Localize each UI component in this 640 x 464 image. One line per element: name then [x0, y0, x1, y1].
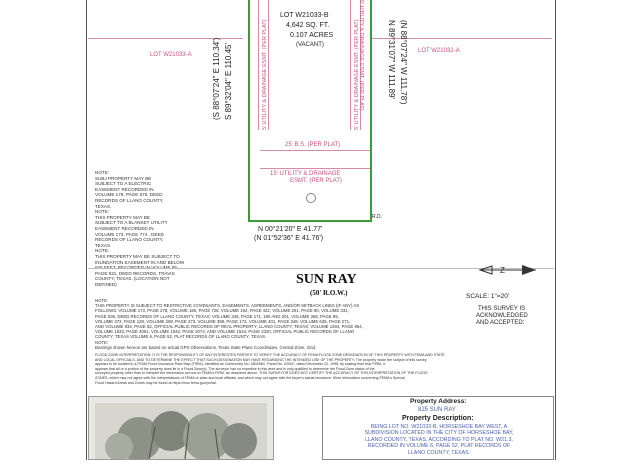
address-label: Property Address: [410, 398, 467, 405]
svg-text:Z: Z [500, 266, 505, 275]
note-line: NOTE: [95, 209, 110, 215]
street-row: (50' R.O.W.) [310, 289, 348, 297]
note-line: DEFINED) [95, 281, 117, 287]
easement-label-3: 5' UTILITY & DRAINAGE ESMT. (PER PLAT) [358, 0, 364, 111]
note-line: TEXAS. [95, 203, 112, 209]
rod-label: R.D. [372, 214, 382, 220]
neighbor-lot-right: LOT W21032-A [418, 48, 460, 54]
easement-label-2: 5' UTILITY & DRAINAGE ESMT. (PER PLAT) [354, 19, 360, 130]
lot-boundary-west [248, 0, 250, 222]
note-line: RECORDS OF LLANO COUNTY, [95, 237, 164, 243]
accept-line-1: THIS SURVEY IS [478, 306, 526, 312]
property-description [326, 424, 552, 456]
site-photo [89, 397, 273, 459]
note-line: SUBJECT TO A BLANKET UTILITY [95, 220, 168, 226]
lot-sqft: 4,642 SQ. FT. [286, 22, 330, 29]
bearing-right-1: N 89°31'07" W 111.89' [387, 20, 396, 100]
accept-line-2: ACKNOWLEDGED [476, 313, 528, 319]
note-line: EASEMENT RECORDED IN [95, 225, 154, 231]
note-line: PAGE 631, DEED RECORDS, TRAVIS [95, 270, 175, 276]
note-line: NOTE: [95, 339, 109, 345]
description-line: RECORDED IN VOLUME 6, PAGE 52, PLAT RECORDS OF [367, 443, 511, 450]
scale-label: SCALE: 1"=20' [466, 293, 510, 300]
bs-line [260, 150, 370, 151]
note-line: COUNTY, TEXAS VOLUME 6, PAGE 52, PLAT RECORDS OF LLANO COUNTY, TEXAS. [95, 334, 267, 340]
accept-line-3: AND ACCEPTED: [476, 320, 525, 326]
easement-label-1: 5' UTILITY & DRAINAGE ESMT. (PER PLAT) [262, 19, 268, 130]
utility-drainage-label: 15' UTILITY & DRAINAGE [270, 171, 341, 177]
lot-boundary-east [370, 0, 372, 222]
note-line: AND VOLUME 834, PAGE 82, OFFICIAL PUBLIC RECORDS OF REAL PROPERTY, LLANO COUNTY, TEXAS; VOLUME 1284, PAGE 864, [95, 324, 363, 330]
description-label: Property Description: [402, 415, 474, 422]
note-line: FOLLOWS: VOLUME 173, PAGE 278, VOLUME 180, PAGE 728, VOLUME 194, PAGE 422, VOLUME 201, PAGE 90, VOLUME 331, [95, 308, 349, 314]
note-line: THIS PROPERTY MAY BE [95, 214, 151, 220]
flood-line: appears that all or a portion of the property does lie in a Flood Zone(s). The surveyor has no expertise in this area and is only qualified to determine the Flood Zone status of the [95, 366, 375, 371]
utility-line [260, 168, 370, 169]
property-address: 825 SUN RAY [418, 407, 456, 413]
lot-status: (VACANT) [296, 42, 324, 48]
flood-zone-text [95, 353, 550, 385]
flood-line: ZONES, which may not agree with the interpretations of FEMA or state and local officials, and which may not agree with the buyer's actual insurance. More information concerning FEMA's Special [95, 375, 405, 380]
note-line: SUBJ PROPERTY MAY BE [95, 175, 152, 181]
monument-marker [306, 193, 316, 203]
note-line: NOTE: [95, 298, 109, 303]
note-line: RECORDS OF LLANO COUNTY, [95, 197, 164, 203]
note-line: THIS PROPERTY MAY BE SUBJECT TO [95, 253, 180, 259]
site-photo-frame [88, 396, 274, 460]
note-line: VOLUME 372, PAGE 128, VOLUME 208, PAGE 273, VOLUME 398, PAGE 173, VOLUME 401, PAGE 348, VOLUME 635, PAGE 271, [95, 318, 351, 324]
description-line: BEING LOT NO. W21033-B, HORSESHOE BAY WEST, A [370, 424, 508, 430]
note-line: COUNTY, TEXAS. (LOCATION NOT [95, 276, 170, 282]
note-line: THIS PROPERTY IS SUBJECT TO RESTRICTIVE COVENANTS, EASEMENTS, AGREEMENTS, AND/OR SETBACK LINES (IF ANY) AS [95, 303, 360, 309]
easement-line-2 [268, 0, 269, 130]
note-line: TEXAS. [95, 242, 112, 248]
description-line: LLANO COUNTY, TEXAS, ACCORDING TO PLAT NO. W21.3, [365, 436, 513, 443]
easement-line-1 [258, 0, 259, 130]
lot-name: LOT W21033-B [280, 12, 329, 19]
note-line: Bearings shown hereon are based on actual GPS Observations, Texas State Plane Coordinates, Central Zone, Grid. [95, 344, 317, 350]
flood-line: surveyed property other than to interpret the information set out on FEMA's FIRM, as described above. THIS SURVEYOR DOES NOT CERTIFY THE ACCURACY OF THIS INTERPRETATION OF THE FLOOD [95, 371, 428, 376]
bearing-bottom-1: N 00°21'20" E 41.77' [258, 226, 323, 233]
flood-line: Flood Hazard Areas and Zones may be found at https://msc.fema.gov/portal. [95, 380, 217, 385]
bearing-right-2: (N 88°07'24" W 111.78') [399, 20, 408, 105]
description-line: LLANO COUNTY, TEXAS. [407, 449, 471, 456]
building-setback-label: 25' B.S. (PER PLAT) [285, 142, 341, 148]
utility-drainage-label-2: ESMT. (PER PLAT) [290, 178, 342, 184]
flood-line: AND LOCAL OFFICIALS, AND TO DETERMINE THE EFFECT THAT SUCH DESIGNATION MAY HAVE REGARDING THE INTENDED USE OF THE PROPERTY. The property made the subject of this survey [95, 357, 427, 362]
note-line: NOTE: [95, 248, 110, 254]
note-line: VOLUME 173, PAGE 774 , DEED [95, 231, 164, 237]
neighbor-lot-left: LOT W21033-A [150, 52, 192, 58]
flood-line: FLOOD ZONE INTERPRETATION: IT IS THE RESPONSIBILITY OF ANY INTERESTED PARTIES TO VERIFY THE ACCURACY OF FEMA FLOOD ZONE DESIGNATION OF THIS PROPERTY WITH FEMA AND STATE [95, 353, 445, 357]
street-name: SUN RAY [296, 272, 357, 287]
note-line: EASEMENT RECORDED IN [95, 186, 154, 192]
note-line: VOLUME 1533, PAGE 4061, VOLUME 1542, PAGE 2074, AND VOLUME 1544, PAGE 2320, OFFICIAL PUBLIC RECORDS OF LLANO [95, 329, 355, 335]
note-line: SUBJECT TO A ELECTRIC [95, 181, 152, 187]
north-arrow-icon [478, 264, 538, 276]
easement-line-3 [350, 0, 351, 130]
description-line: SUBDIVISION LOCATED IN THE CITY OF HORSESHOE BAY, [364, 430, 514, 437]
bearing-left-2: S 89°32'04" E 110.45' [224, 42, 233, 120]
lot-acres: 0.107 ACRES [290, 32, 334, 39]
restrictions-notes [95, 298, 455, 350]
left-notes [95, 170, 195, 287]
bearing-left-1: (S 88°07'24" E 110.34') [212, 37, 221, 120]
bearing-bottom-2: (N 01°52'36" E 41.76') [254, 235, 324, 242]
note-line: PAGE 536, DEED RECORDS OF LLANO COUNTY, TEXAS; VOLUME 345, PAGE 171, 180 AND 201, VOLUME 356, PAGE 95, [95, 313, 339, 319]
lot-boundary-south [248, 220, 372, 222]
note-line: NOTE: [95, 170, 110, 175]
flood-line: appears to be located in a FEMA Flood Insurance Rate Map (FIRM), identified as Community No. 480456C, Panel No. 0200C, dated December 22, 1998, by scaling from that FIRM, it [95, 362, 385, 367]
note-line: INUNDATION EASEMENT IN AND BELOW [95, 259, 185, 265]
note-line: VOLUME 178, PAGE 875, DEED [95, 192, 163, 198]
